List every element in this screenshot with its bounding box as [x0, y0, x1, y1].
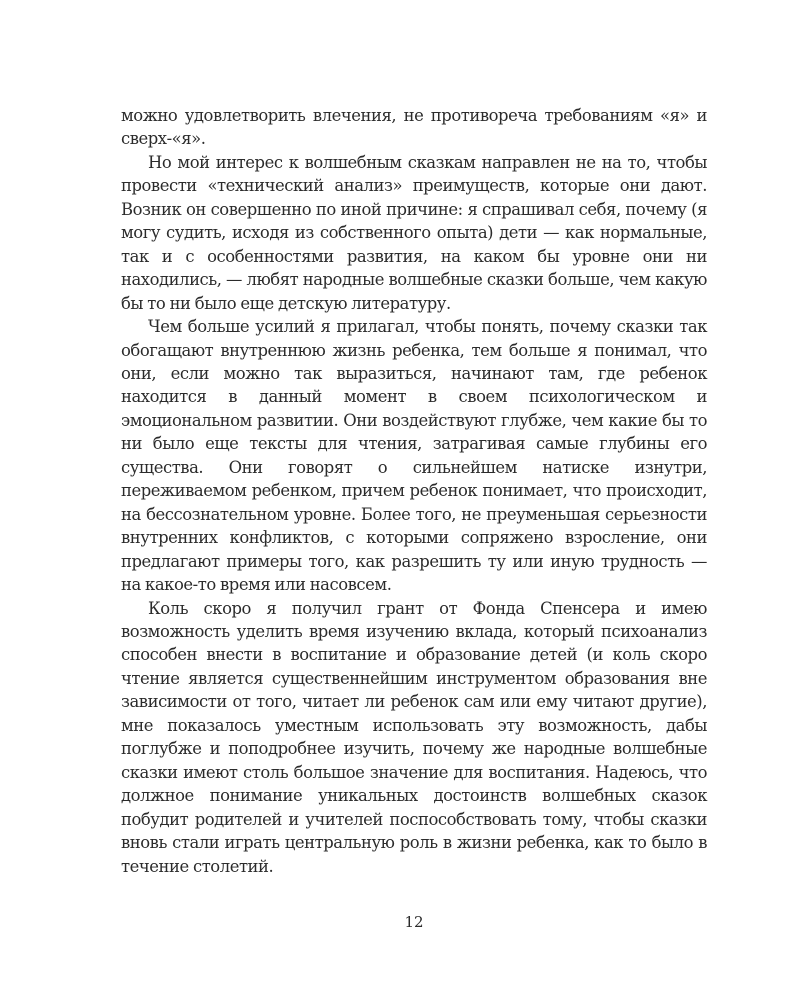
page-number: 12: [404, 913, 424, 931]
paragraph-3: Чем больше усилий я прилагал, чтобы понять, почему сказки так обогащают внутреннюю жизнь ребенка, тем больше я понимал, что они, если можно так выразиться, начинают там, где ребенок находится в данный момент в своем психологическом и эмоциональном развитии. Они воздействуют глубже, чем какие бы то ни было еще тексты для чтения, затрагивая самые глубины его существа. Они говорят о сильнейшем натиске изнутри, переживаемом ребенком, причем ребенок понимает, что происходит, на бессознательном уровне. Более того, не преуменьшая серьезности внутренних конфликтов, с которыми сопряжено взросление, они предлагают примеры того, как разрешить ту или иную трудность — на какое-то время или насовсем.: [121, 317, 707, 595]
body-text: [121, 104, 707, 878]
paragraph-4: Коль скоро я получил грант от Фонда Спенсера и имею возможность уделить время изучению вклада, который психоанализ способен внести в воспитание и образование детей (и коль скоро чтение является существеннейшим инструментом образования вне зависимости от того, читает ли ребенок сам или ему читают другие), мне показалось уместным использовать эту возможность, дабы поглубже и поподробнее изучить, почему же народные волшебные сказки имеют столь большое значение для воспитания. Надеюсь, что должное понимание уникальных достоинств волшебных сказок побудит родителей и учителей поспособствовать тому, чтобы сказки вновь стали играть центральную роль в жизни ребенка, как то было в течение столетий.: [121, 598, 707, 876]
paragraph-1: можно удовлетворить влечения, не противореча требованиям «я» и сверх-«я».: [121, 106, 707, 149]
paragraph-2: Но мой интерес к волшебным сказкам направлен не на то, чтобы провести «технический анализ» преимуществ, которые они дают. Возник он совершенно по иной причине: я спрашивал себя, почему (я могу судить, исходя из собственного опыта) дети — как нормальные, так и с особенностями развития, на каком бы уровне они ни находились, — любят народные волшебные сказки больше, чем какую бы то ни было еще детскую литературу.: [121, 152, 707, 313]
